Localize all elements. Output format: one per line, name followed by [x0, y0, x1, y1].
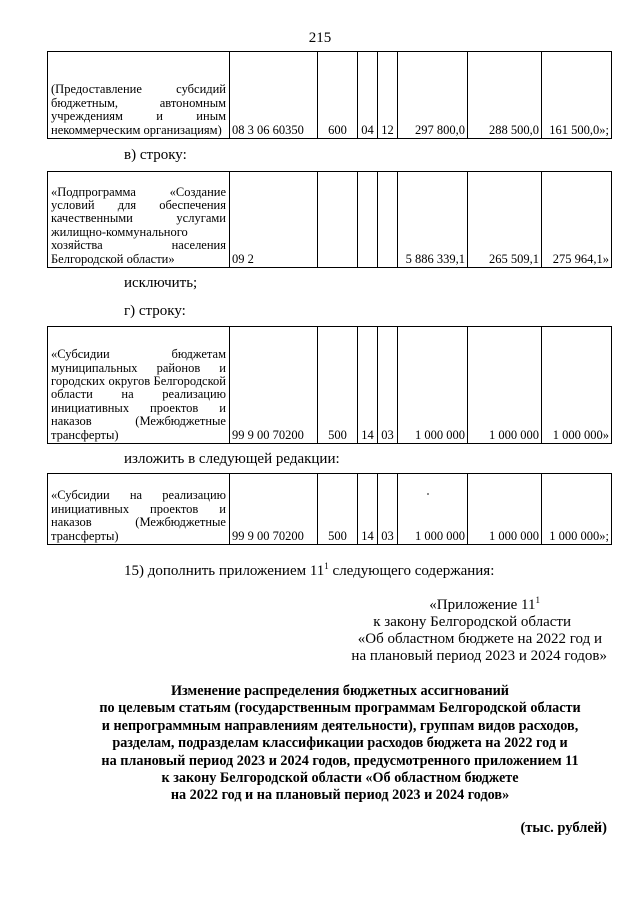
instruction-v: в) строку: — [124, 147, 187, 163]
row-description: «Субсидии бюджетам муниципальных районов и городских округов Белгородской области на реализацию инициативных проектов и наказов (Межбюджетные трансферты) — [48, 327, 230, 444]
instruction-exclude: исключить; — [124, 275, 198, 291]
amount-2023: 1 000 000 — [468, 474, 542, 545]
amount-2023: 265 509,1 — [468, 172, 542, 268]
item-15-tail: следующего содержания: — [328, 563, 495, 579]
instruction-edit: изложить в следующей редакции: — [124, 451, 340, 467]
amount-2022: 1 000 000 — [398, 327, 468, 444]
title-line: по целевым статьям (государственным программам Белгородской области — [99, 700, 581, 717]
subsection-code: 03 — [378, 327, 398, 444]
title-line: разделам, подразделам классификации расходов бюджета на 2022 год и — [112, 735, 568, 752]
expense-type-code: 500 — [318, 327, 358, 444]
section-code: 14 — [358, 327, 378, 444]
expense-type-code: 500 — [318, 474, 358, 545]
section-code — [358, 172, 378, 268]
expense-type-code — [318, 172, 358, 268]
page-number: 215 — [308, 30, 332, 46]
amount-2022: 297 800,0 — [398, 52, 468, 139]
subsection-code: 03 — [378, 474, 398, 545]
title-line: и непрограммным направлениям деятельности), группам видов расходов, — [101, 717, 579, 734]
target-article-code: 99 9 00 70200 — [230, 474, 318, 545]
title-line: Изменение распределения бюджетных ассигнований — [171, 683, 509, 699]
target-article-code: 99 9 00 70200 — [230, 327, 318, 444]
item-15-sup: 1 — [324, 561, 329, 571]
appendix-line-4: на плановый период 2023 и 2024 годов» — [351, 648, 607, 664]
amount-2024: 275 964,1» — [542, 172, 612, 268]
budget-row-table-4 — [47, 473, 612, 545]
title-line: на 2022 год и на плановый период 2023 и 2024 годов» — [170, 787, 510, 804]
document-title — [70, 683, 610, 805]
budget-row-table-1 — [47, 51, 612, 139]
section-code: 14 — [358, 474, 378, 545]
row-description: «Субсидии на реализацию инициативных проектов и наказов (Межбюджетные трансферты) — [48, 474, 230, 545]
scan-speck — [427, 493, 429, 495]
row-description: (Предоставление субсидий бюджетным, автономным учреждениям и иным некоммерческим организациям) — [48, 52, 230, 139]
amount-2024: 1 000 000»; — [542, 474, 612, 545]
expense-type-code: 600 — [318, 52, 358, 139]
amount-2022: 1 000 000 — [398, 474, 468, 545]
amount-2023: 1 000 000 — [468, 327, 542, 444]
section-code: 04 — [358, 52, 378, 139]
budget-row-table-3 — [47, 326, 612, 444]
title-line: к закону Белгородской области «Об областном бюджете — [161, 770, 519, 787]
title-line: на плановый период 2023 и 2024 годов, предусмотренного приложением 11 — [101, 752, 579, 769]
appendix-line-1 — [429, 597, 540, 614]
item-15 — [124, 563, 494, 580]
appendix-line-2: к закону Белгородской области — [373, 614, 571, 630]
budget-row-table-2 — [47, 171, 612, 268]
appendix-title: «Приложение 11 — [429, 597, 536, 613]
instruction-g: г) строку: — [124, 303, 186, 319]
units-label: (тыс. рублей) — [520, 820, 607, 836]
amount-2024: 1 000 000» — [542, 327, 612, 444]
subsection-code: 12 — [378, 52, 398, 139]
row-description: «Подпрограмма «Создание условий для обеспечения качественными услугами жилищно-коммунального хозяйства населения Белгородской области» — [48, 172, 230, 268]
appendix-sup: 1 — [535, 595, 540, 605]
amount-2024: 161 500,0»; — [542, 52, 612, 139]
amount-2023: 288 500,0 — [468, 52, 542, 139]
item-15-text: 15) дополнить приложением 11 — [124, 563, 325, 579]
appendix-line-3: «Об областном бюджете на 2022 год и — [357, 631, 602, 647]
target-article-code: 09 2 — [230, 172, 318, 268]
subsection-code — [378, 172, 398, 268]
target-article-code: 08 3 06 60350 — [230, 52, 318, 139]
amount-2022: 5 886 339,1 — [398, 172, 468, 268]
